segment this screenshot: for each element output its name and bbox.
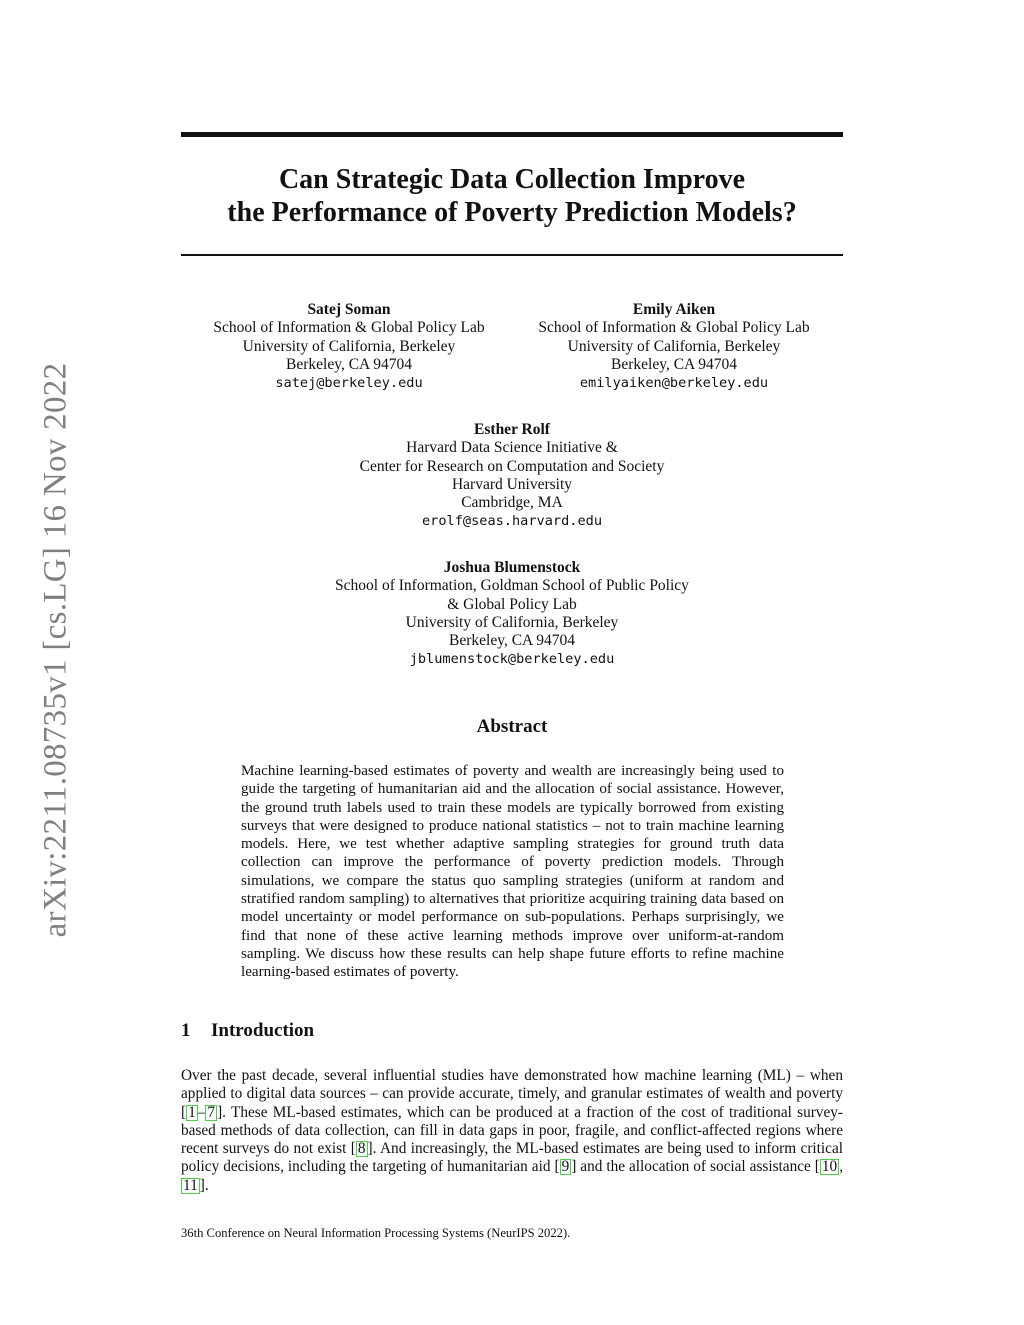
author-name: Satej Soman (307, 301, 391, 318)
citation-link[interactable]: 8 (357, 1140, 366, 1158)
paper-title (181, 163, 843, 229)
abstract-heading: Abstract (476, 716, 548, 737)
author-affiliation-line: School of Information & Global Policy Lab (213, 319, 485, 337)
intro-text: ]. And increasingly, the ML-based estimates are being used to inform critical policy decisions, including the targeting of humanitarian aid [ (181, 1140, 843, 1176)
intro-text: , (839, 1158, 844, 1176)
author-block (515, 301, 833, 392)
title-line-1: Can Strategic Data Collection Improve (278, 164, 746, 195)
author-affiliation-line: Harvard University (451, 475, 573, 493)
intro-text: ] and the allocation of social assistance [ (571, 1158, 820, 1176)
author-affiliation-line: Cambridge, MA (461, 494, 563, 512)
author-block (190, 301, 508, 392)
author-email: satej@berkeley.edu (275, 375, 423, 392)
conference-footnote: 36th Conference on Neural Information Processing Systems (NeurIPS 2022). (181, 1226, 571, 1240)
author-affiliation-line: University of California, Berkeley (242, 337, 456, 355)
author-name: Esther Rolf (474, 421, 550, 438)
author-block (262, 421, 762, 531)
author-name: Joshua Blumenstock (443, 559, 581, 576)
author-affiliation-line: Berkeley, CA 94704 (286, 355, 412, 373)
title-rule-bottom (181, 254, 843, 256)
author-email: emilyaiken@berkeley.edu (579, 375, 769, 392)
author-email: erolf@seas.harvard.edu (421, 513, 603, 530)
author-affiliation-line: Center for Research on Computation and Society (359, 457, 665, 475)
intro-text: ]. (199, 1176, 209, 1194)
citation-link[interactable]: 9 (561, 1158, 570, 1176)
author-affiliation-line: University of California, Berkeley (405, 613, 619, 631)
citation-link[interactable]: 11 (183, 1176, 198, 1194)
citation-link[interactable]: 10 (821, 1158, 838, 1176)
citation-link[interactable]: 1 (188, 1103, 196, 1121)
section-number: 1 (181, 1020, 191, 1041)
citation-link[interactable]: 7 (207, 1103, 216, 1121)
author-affiliation-line: Harvard Data Science Initiative & (406, 439, 618, 457)
abstract-text: Machine learning-based estimates of poverty and wealth are increasingly being used to guide the targeting of humanitarian aid and the allocation of social assistance. However, the ground truth labels used to train these models are typically borrowed from existing surveys that were designed to produce national statistics – not to train machine learning models. Here, we test whether adaptive sampling strategies for ground truth data collection can improve the performance of poverty prediction models. Through simulations, we compare the status quo sampling strategies (uniform at random and stratified random sampling) to alternatives that prioritize acquiring training data based on model uncertainty or model performance on sub-populations. Perhaps surprisingly, we find that none of these active learning methods improve over uniform-at-random sampling. We discuss how these results can help shape future efforts to refine machine learning-based estimates of poverty. (241, 763, 784, 981)
author-affiliation-line: Berkeley, CA 94704 (611, 355, 737, 373)
intro-text: – (197, 1103, 206, 1121)
author-affiliation-line: & Global Policy Lab (447, 595, 577, 613)
introduction-paragraph (181, 1067, 843, 1195)
author-block (262, 559, 762, 669)
author-affiliation-line: School of Information & Global Policy Lab (538, 319, 810, 337)
intro-text: Over the past decade, several influential studies have demonstrated how machine learning (ML) – when applied to digital data sources – can provide accurate, timely, and granular estimates of wealth and poverty [ (181, 1067, 843, 1121)
title-line-2: the Performance of Poverty Prediction Models? (227, 197, 797, 228)
section-heading-introduction (181, 1020, 314, 1042)
arxiv-identifier-stamp: arXiv:2211.08735v1 [cs.LG] 16 Nov 2022 (37, 362, 74, 938)
intro-text: ]. These ML-based estimates, which can be produced at a fraction of the cost of traditional survey-based methods of data collection, can fill in data gaps in poor, fragile, and conflict-affected regions where recent surveys do not exist [ (181, 1103, 843, 1158)
section-title: Introduction (211, 1020, 315, 1041)
author-affiliation-line: Berkeley, CA 94704 (449, 632, 575, 650)
title-rule-top (181, 132, 843, 137)
author-email: jblumenstock@berkeley.edu (409, 651, 615, 668)
author-affiliation-line: School of Information, Goldman School of Public Policy (335, 577, 689, 595)
author-affiliation-line: University of California, Berkeley (567, 337, 781, 355)
author-name: Emily Aiken (632, 301, 716, 318)
